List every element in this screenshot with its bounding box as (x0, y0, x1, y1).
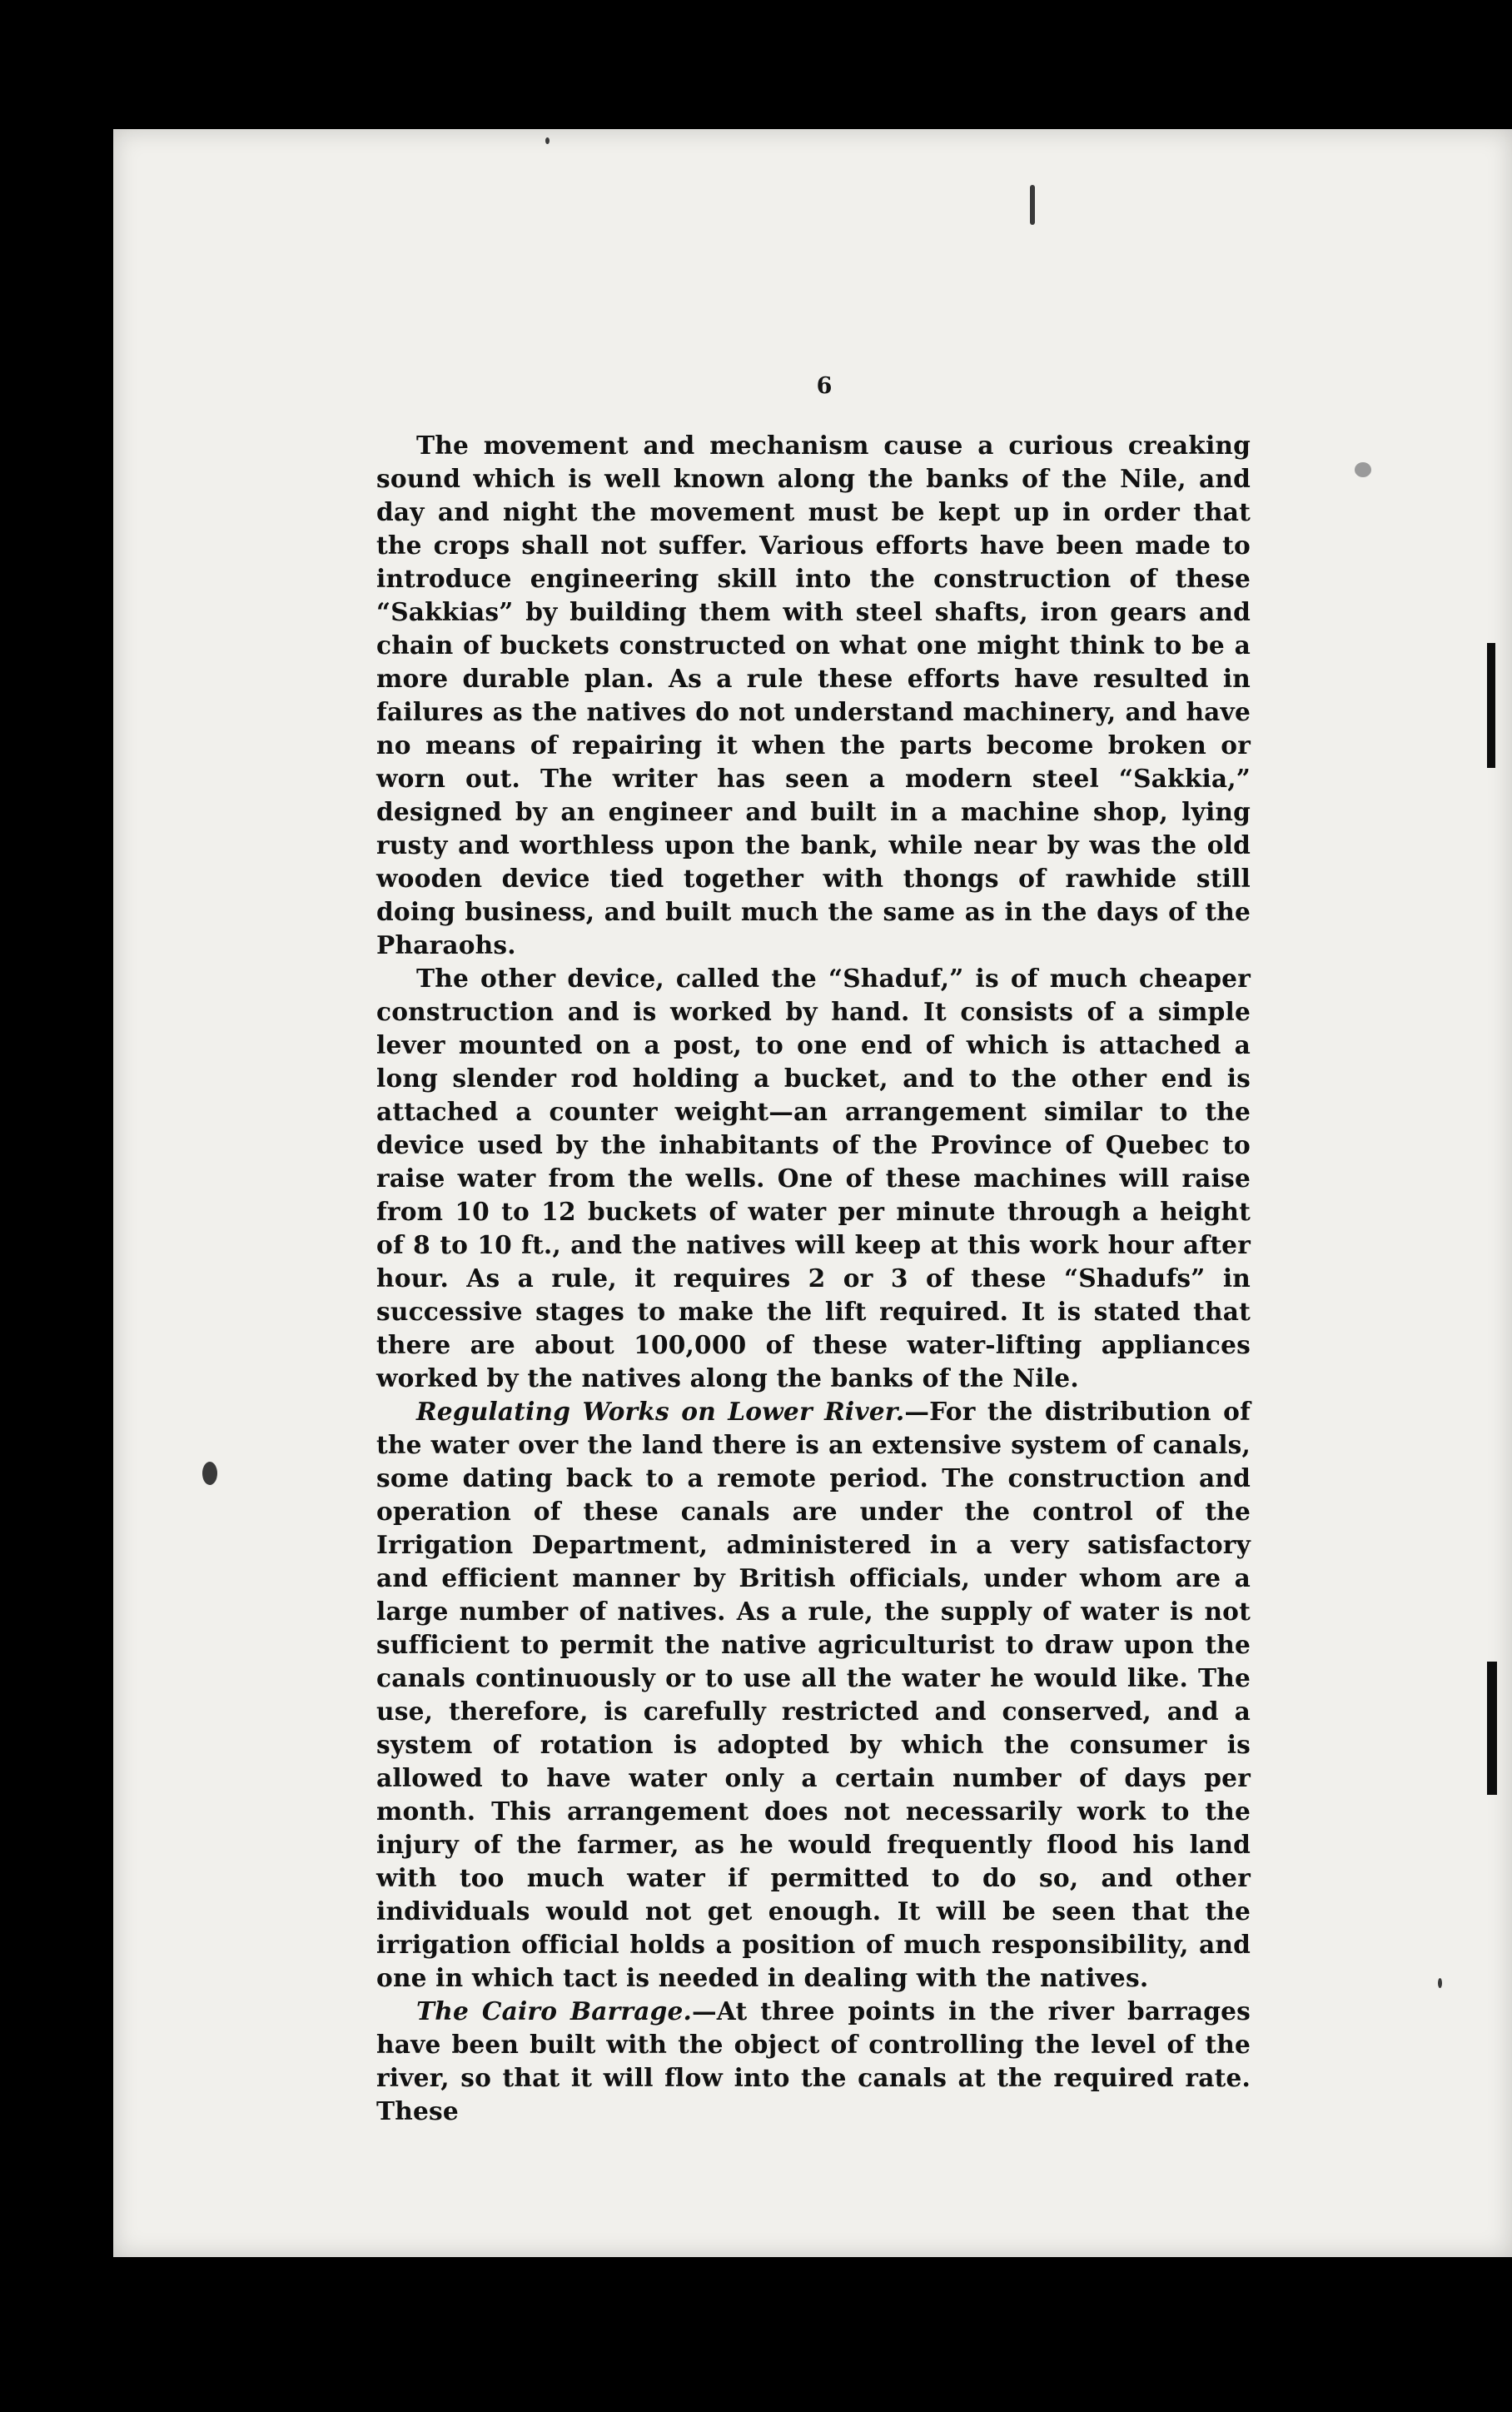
scan-edge-mark (1487, 643, 1495, 768)
scan-speck (202, 1462, 217, 1485)
paragraph-shaduf (376, 962, 1251, 1395)
paragraph-text: —For the distribution of the water over the land there is an extensive system of canals, some dating back to a remote period. The construction and operation of these canals are under the control of the Irrigation Department, administered in a very satisfactory and efficient manner by British officials, under whom are a large number of natives. As a rule, the supply of water is not sufficient to permit the native agriculturist to draw upon the canals continuously or to use all the water he would like. The use, therefore, is carefully restricted and conserved, and a system of rotation is adopted by which the consumer is allowed to have water only a certain number of days per month. This arrangement does not necessarily work to the injury of the farmer, as he would frequently flood his land with too much water if permitted to do so, and other individuals would not get enough. It will be seen that the irrigation official holds a position of much responsibility, and one in which tact is needed in dealing with the natives. (376, 1397, 1251, 1992)
scan-speck (545, 137, 550, 144)
run-in-heading: The Cairo Barrage. (416, 1996, 693, 2026)
paragraph-text: The other device, called the “Shaduf,” is of much cheaper construction and is worked by hand. It consists of a simple lever mounted on a post, to one end of which is attached a long slender rod holding a bucket, and to the other end is attached a counter weight—an arrangement similar to the device used by the inhabitants of the Province of Quebec to raise water from the wells. One of these machines will raise from 10 to 12 buckets of water per minute through a height of 8 to 10 ft., and the natives will keep at this work hour after hour. As a rule, it requires 2 or 3 of these “Shadufs” in successive stages to make the lift required. It is stated that there are about 100,000 of these water-lifting appliances worked by the natives along the banks of the Nile. (376, 964, 1251, 1393)
scan-speck (1355, 462, 1371, 477)
scan-speck (1438, 1978, 1442, 1988)
paragraph-text: —At three points in the river barrages have been built with the object of controlling the level of the river, so that it will flow into the canals at the required rate. These (376, 1996, 1251, 2125)
run-in-heading: Regulating Works on Lower River. (416, 1397, 905, 1426)
paragraph-text: The movement and mechanism cause a curious creaking sound which is well known along the banks of the Nile, and day and night the movement must be kept up in order that the crops shall not suffer. Various efforts have been made to introduce engineering skill into the construction of these “Sakkias” by building them with steel shafts, iron gears and chain of buckets constructed on what one might think to be a more durable plan. As a rule these efforts have resulted in failures as the natives do not understand machinery, and have no means of repairing it when the parts become broken or worn out. The writer has seen a modern steel “Sakkia,” designed by an engineer and built in a machine shop, lying rusty and worthless upon the bank, while near by was the old wooden device tied together with thongs of rawhide still doing business, and built much the same as in the days of the Pharaohs. (376, 431, 1251, 959)
scan-edge-mark (1487, 1662, 1497, 1795)
scan-speck (1030, 185, 1035, 225)
body-text (376, 429, 1251, 2128)
page-number: 6 (816, 373, 833, 399)
paragraph-cairo-barrage (376, 1995, 1251, 2128)
paragraph-sakkia (376, 429, 1251, 962)
paragraph-regulating-works (376, 1395, 1251, 1995)
